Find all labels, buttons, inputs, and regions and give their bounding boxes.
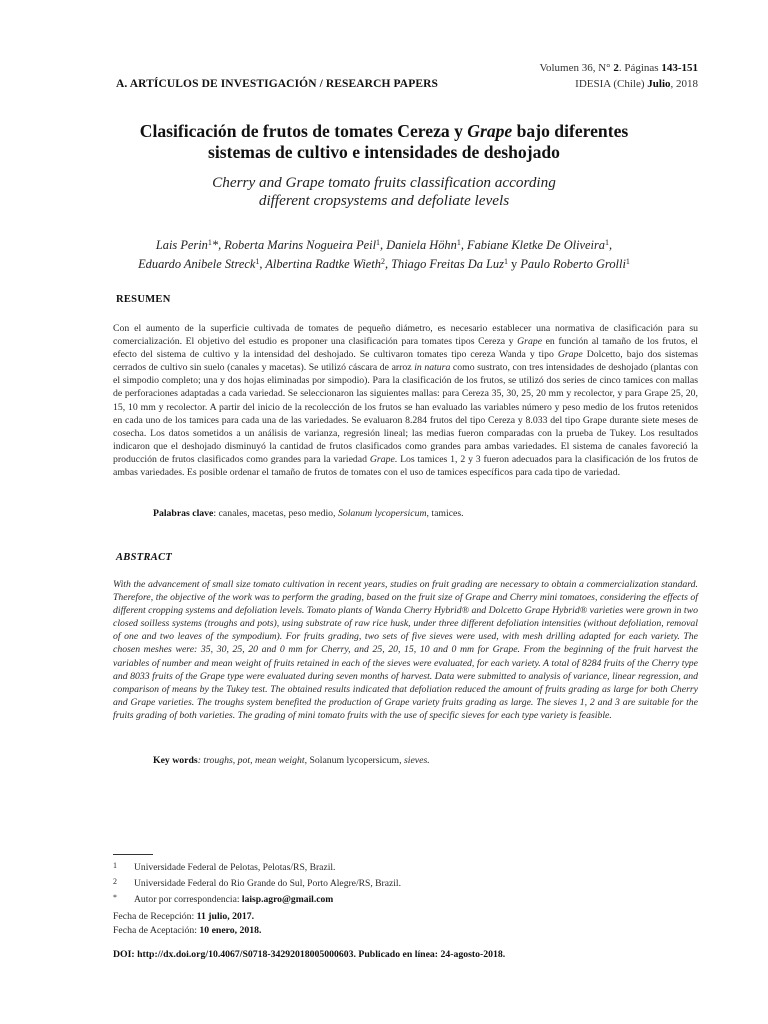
journal-line	[539, 76, 698, 92]
accepted-date	[113, 924, 261, 938]
key-words-text: : troughs, pot, mean weight,	[197, 755, 310, 766]
resumen-text: en función al tamaño de los frutos, el efecto del sistema de cultivo y la intensidad del deshojado. Se cultivaron tomates tipo cereza Wanda y tipo	[113, 336, 698, 361]
author-separator: ,	[609, 238, 613, 252]
article-dates	[113, 910, 261, 938]
issue-month: Julio	[647, 78, 671, 90]
correspondence-email[interactable]: laisp.agro@gmail.com	[241, 894, 334, 905]
footnote-mark: *	[113, 893, 117, 902]
resumen-italic: Grape	[557, 349, 583, 361]
resumen-italic: Grape	[517, 336, 543, 348]
footnote	[113, 875, 401, 891]
affiliation-mark: 2	[380, 257, 385, 266]
author-line-1	[100, 236, 668, 255]
footnote-mark: 2	[113, 877, 117, 886]
received-label: Fecha de Recepción:	[113, 911, 197, 922]
title-text-a: Clasificación de frutos de tomates Cereza y	[139, 121, 468, 141]
journal-citation	[539, 60, 698, 92]
author-line-2	[100, 255, 668, 274]
resumen-text: Con el aumento de la superficie cultivada de tomates de pequeño diámetro, es necesario establecer una normativa de clasificación para su comercialización. El objetivo del estudio es proponer una clasificación para tomates tipos Cereza y	[113, 323, 698, 348]
key-words	[153, 755, 430, 766]
author-name: Fabiane Kletke De Oliveira	[467, 238, 605, 252]
footnote-text: Universidade Federal de Pelotas, Pelotas/RS, Brazil.	[134, 862, 336, 873]
resumen-heading: RESUMEN	[116, 294, 171, 305]
article-title	[90, 121, 678, 163]
author-name: Roberta Marins Nogueira Peil	[224, 238, 377, 252]
palabras-clave	[153, 508, 464, 519]
author-separator: *,	[211, 238, 225, 252]
issue-number: 2	[613, 62, 619, 74]
author-conjunction: y	[507, 257, 521, 271]
title-text-b: bajo diferentes	[512, 121, 629, 141]
author-name: Eduardo Anibele Streck	[138, 257, 256, 271]
affiliation-mark: 1	[255, 257, 260, 266]
received-value: 11 julio, 2017.	[196, 911, 255, 922]
footnote-list	[113, 859, 401, 907]
volume-line	[539, 60, 698, 76]
journal-name: IDESIA (Chile)	[575, 78, 648, 90]
english-title-line-1: Cherry and Grape tomato fruits classification according	[212, 174, 556, 191]
key-words-text: , sieves.	[399, 755, 430, 766]
key-words-plain: Solanum lycopersicum	[309, 755, 400, 766]
author-name: Lais Perin	[155, 238, 208, 252]
title-italic-word: Grape	[467, 121, 513, 141]
english-title	[120, 174, 648, 210]
accepted-label: Fecha de Aceptación:	[113, 925, 200, 936]
palabras-clave-label: Palabras clave	[153, 508, 214, 519]
abstract-body: With the advancement of small size tomato cultivation in recent years, studies on fruit grading are necessary to obtain a commercialization standard. Therefore, the objective of the work was to perform the grading, based on the fruit size of Grape and Cherry mini tomatoes, considering the effects of different cropping systems and defoliation levels. Tomato plants of Wanda Cherry Hybrid® and Dolcetto Grape Hybrid® varieties were grown in two closed soilless systems (troughs and pots), using substrate of raw rice husk, under three different defoliation intensities (without defoliation, removal of one and two leaves of the sympodium). For fruits grading, two sets of five sieves were used, with mesh drilling adapted for each variety. The chosen meshes were: 35, 30, 25, 20 and 0 mm for Cherry, and 25, 20, 15, 10 and 0 mm for Grape. From the beginning of the fruit harvest the variables of number and mean weight of fruits retained in each of the sieves were evaluated, for each variety. A total of 8284 fruits of the Cherry type and 8033 fruits of the Grape type were evaluated during seven months of harvest. Data were submitted to analysis of variance, linear regression, and comparison of means by the Tukey test. The obtained results indicated that defoliation reduced the amount of fruits grading as large for both Cherry and Grape varieties. The troughs system benefited the production of Grape variety fruits grading as large. The sieves 1, 2 and 3 are suitable for the fruits grading of both varieties. The grading of mini tomato fruits with the use of specific sieves for each type variety is feasible.	[113, 579, 698, 721]
resumen-body	[113, 322, 698, 479]
title-line-1	[90, 121, 678, 142]
footnote	[113, 859, 401, 875]
author-name: Thiago Freitas Da Luz	[391, 257, 504, 271]
accepted-value: 10 enero, 2018.	[199, 925, 262, 936]
received-date	[113, 910, 261, 924]
title-line-2: sistemas de cultivo e intensidades de deshojado	[208, 142, 560, 162]
affiliation-mark: 1	[456, 238, 461, 247]
resumen-italic: in natura	[414, 362, 451, 374]
section-label: A. ARTÍCULOS DE INVESTIGACIÓN / RESEARCH PAPERS	[116, 78, 438, 90]
resumen-italic: Grape	[369, 453, 395, 465]
author-separator: ,	[259, 257, 266, 271]
doi-link[interactable]: DOI: http://dx.doi.org/10.4067/S0718-34292018005000603. Publicado en línea: 24-agosto-2018.	[113, 949, 506, 960]
resumen-text: . Los tamices 1, 2 y 3 fueron adecuados para la clasificación de los frutos de ambas variedades. Es posible ordenar el tamaño de frutos de tomates con el uso de tamices específicos para cada tipo de variedad.	[113, 453, 698, 479]
author-separator: ,	[460, 238, 468, 252]
author-separator: ,	[384, 257, 392, 271]
affiliation-mark: 1	[605, 238, 609, 247]
author-name: Paulo Roberto Grolli	[520, 257, 626, 271]
footnote-divider	[113, 854, 153, 855]
palabras-clave-text: , tamices.	[426, 508, 464, 519]
english-title-line-2: different cropsystems and defoliate levels	[258, 192, 510, 209]
affiliation-mark: 1	[207, 238, 212, 247]
author-separator: ,	[380, 238, 387, 252]
palabras-clave-text: : canales, macetas, peso medio,	[213, 508, 338, 519]
footnote-text: Autor por correspondencia:	[134, 894, 242, 905]
volume-prefix: Volumen 36, N°	[539, 62, 614, 74]
author-name: Albertina Radtke Wieth	[265, 257, 381, 271]
resumen-text: Dolcetto, bajo dos sistemas cerrados de cultivo sin suelo (canales y macetas). Se utilizó cáscara de arroz	[113, 349, 698, 374]
palabras-clave-italic: Solanum lycopersicum	[337, 508, 427, 519]
author-list	[100, 236, 668, 274]
page-range: 143-151	[661, 62, 698, 74]
footnote-mark: 1	[113, 861, 117, 870]
pages-prefix: . Páginas	[618, 62, 662, 74]
key-words-label: Key words	[153, 755, 198, 766]
doi-line	[113, 948, 505, 962]
abstract-heading: ABSTRACT	[116, 552, 173, 563]
footnote-text: Universidade Federal do Rio Grande do Sul, Porto Alegre/RS, Brazil.	[134, 878, 401, 889]
author-name: Daniela Höhn	[386, 238, 457, 252]
affiliation-mark: 1	[376, 238, 381, 247]
resumen-text: como sustrato, con tres intensidades de deshojado (plantas con el simpodio completo; una y dos hojas eliminadas por simpodio). Para la clasificación de los frutos, se utilizó dos series de cinco tamices con mallas de perforaciones adaptadas a cada variedad. Se seleccionaron las siguientes mallas: para Cereza 35, 30, 25, 20 mm y recolector, y para Grape 25, 20, 15, 10 mm y recolector. A partir del inicio de la recolección de los frutos se han evaluado las variables número y peso medio de los frutos retenidos en cada uno de los tamices para cada una de las variedades. Se evaluaron 8.284 frutos del tipo Cereza y 8.033 del tipo Grape durante siete meses de cosecha. Los datos sometidos a un análisis de varianza, regresión lineal; las medias fueron comparadas con la prueba de Tukey. Los resultados indicaron que el deshojado disminuyó la cantidad de frutos clasificados como grandes para ambas variedades. El sistema de canales favoreció la producción de frutos clasificados como grandes para la variedad	[113, 362, 698, 465]
affiliation-mark: 1	[625, 257, 630, 266]
affiliation-mark: 1	[503, 257, 508, 266]
footnote	[113, 891, 401, 907]
issue-year: , 2018	[670, 78, 698, 90]
